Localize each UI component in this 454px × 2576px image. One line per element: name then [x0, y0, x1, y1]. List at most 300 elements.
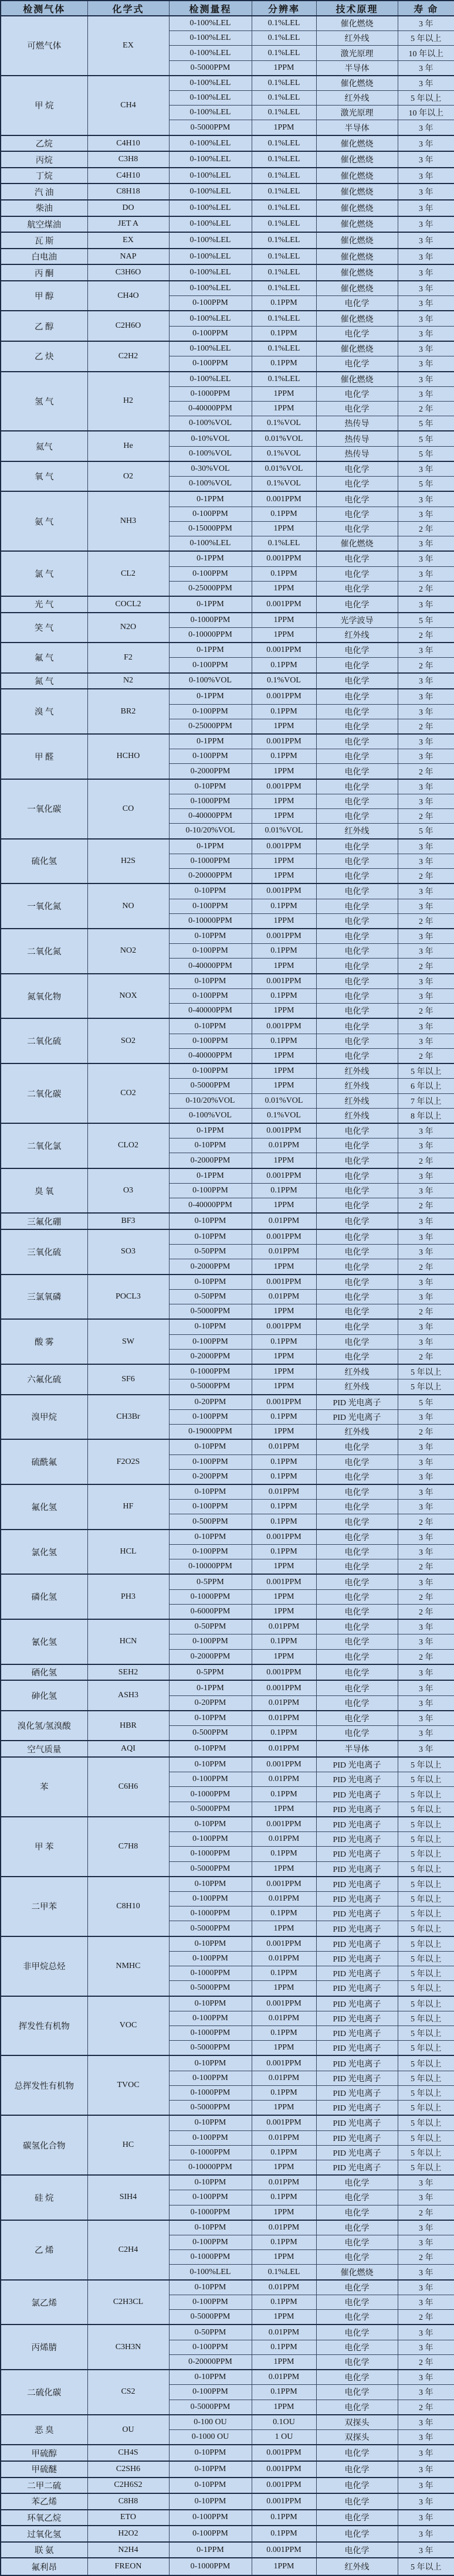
formula-cell: C4H10 [87, 135, 169, 152]
principle-cell: 双探头 [316, 2430, 398, 2445]
lifespan-cell: 5 年 [398, 824, 454, 839]
range-cell: 0-100%LEL [169, 31, 252, 46]
principle-cell: PID 光电离子 [316, 1951, 398, 1966]
table-row [1, 779, 454, 794]
resolution-cell: 0.001PPM [252, 596, 316, 613]
formula-cell: C2H4 [87, 2220, 169, 2280]
resolution-cell: 0.1PPM [252, 1454, 316, 1469]
gas-name-cell: 丙 酮 [1, 264, 87, 281]
range-cell: 0-100%LEL [169, 183, 252, 200]
range-cell: 0-10PPM [169, 2220, 252, 2235]
range-cell: 0-100PPM [169, 2130, 252, 2145]
gas-name-cell: 氰化氢 [1, 1619, 87, 1664]
header-gas: 检测气体 [1, 1, 87, 16]
principle-cell: PID 光电离子 [316, 1921, 398, 1936]
lifespan-cell: 3 年 [398, 507, 454, 521]
range-cell: 0-1000 OU [169, 2430, 252, 2445]
table-row [1, 1018, 454, 1034]
principle-cell: 电化学 [316, 326, 398, 341]
principle-cell: PID 光电离子 [316, 1802, 398, 1817]
resolution-cell: 0.1PPM [252, 1726, 316, 1741]
range-cell: 0-2000PPM [169, 1259, 252, 1275]
resolution-cell: 1PPM [252, 913, 316, 929]
range-cell: 0-10PPM [169, 2115, 252, 2130]
lifespan-cell: 3 年 [398, 2265, 454, 2280]
resolution-cell: 0.1%LEL [252, 264, 316, 281]
range-cell: 0-100PPM [169, 658, 252, 673]
lifespan-cell: 3 年 [398, 689, 454, 704]
principle-cell: 半导体 [316, 1741, 398, 1757]
principle-cell: 红外线 [316, 1379, 398, 1395]
gas-name-cell: 航空煤油 [1, 216, 87, 233]
table-row [1, 1680, 454, 1695]
lifespan-cell: 5 年以上 [398, 2041, 454, 2056]
resolution-cell: 0.001PPM [252, 1018, 316, 1034]
range-cell: 0-100PPM [169, 2071, 252, 2085]
range-cell: 0-10PPM [169, 1319, 252, 1334]
table-row [1, 2055, 454, 2071]
range-cell: 0-1PPM [169, 1168, 252, 1184]
range-cell: 0-50PPM [169, 1619, 252, 1634]
resolution-cell: 0.1PPM [252, 356, 316, 372]
principle-cell: 电化学 [316, 2526, 398, 2542]
gas-name-cell: 溴 气 [1, 689, 87, 734]
principle-cell: 催化燃烧 [316, 76, 398, 91]
principle-cell: 催化燃烧 [316, 536, 398, 552]
lifespan-cell: 3 年 [398, 944, 454, 959]
range-cell: 0-2000PPM [169, 1349, 252, 1364]
principle-cell: 电化学 [316, 734, 398, 749]
range-cell: 0-100PPM [169, 1409, 252, 1424]
range-cell: 0-100PPM [169, 296, 252, 311]
gas-name-cell: 乙烷 [1, 135, 87, 152]
principle-cell: 红外线 [316, 1364, 398, 1379]
gas-name-cell: 氮氧化物 [1, 974, 87, 1019]
lifespan-cell: 3 年 [398, 794, 454, 808]
lifespan-cell: 5 年 [398, 446, 454, 461]
principle-cell: 电化学 [316, 1454, 398, 1469]
range-cell: 0-100PPM [169, 2011, 252, 2026]
lifespan-cell: 2 年 [398, 1559, 454, 1575]
range-cell: 0-500PPM [169, 1726, 252, 1741]
range-cell: 0-1000PPM [169, 794, 252, 808]
lifespan-cell: 5 年以上 [398, 2055, 454, 2071]
lifespan-cell: 5 年以上 [398, 31, 454, 46]
resolution-cell: 0.001PPM [252, 1680, 316, 1695]
principle-cell: 催化燃烧 [316, 232, 398, 249]
table-row [1, 216, 454, 233]
lifespan-cell: 3 年 [398, 1123, 454, 1139]
resolution-cell: 0.01PPM [252, 1439, 316, 1454]
resolution-cell: 0.01PPM [252, 1619, 316, 1634]
range-cell: 0-20000PPM [169, 869, 252, 884]
principle-cell: PID 光电离子 [316, 1832, 398, 1847]
range-cell: 0-5000PPM [169, 1861, 252, 1877]
resolution-cell: 1PPM [252, 60, 316, 76]
principle-cell: 电化学 [316, 2295, 398, 2309]
resolution-cell: 0.001PPM [252, 1395, 316, 1410]
principle-cell: 电化学 [316, 1168, 398, 1184]
range-cell: 0-20PPM [169, 1695, 252, 1711]
lifespan-cell: 3 年 [398, 2235, 454, 2250]
resolution-cell: 0.01PPM [252, 2130, 316, 2145]
principle-cell: 催化燃烧 [316, 372, 398, 387]
principle-cell: 红外线 [316, 824, 398, 839]
range-cell: 0-100PPM [169, 1183, 252, 1198]
principle-cell: 电化学 [316, 1198, 398, 1214]
gas-name-cell: 总挥发性有机物 [1, 2055, 87, 2115]
lifespan-cell: 2 年 [398, 401, 454, 416]
principle-cell: 电化学 [316, 2478, 398, 2494]
resolution-cell: 0.1%LEL [252, 232, 316, 249]
table-row [1, 929, 454, 944]
range-cell: 0-100PPM [169, 1063, 252, 1079]
resolution-cell: 0.01%VOL [252, 1093, 316, 1108]
range-cell: 0-1000PPM [169, 613, 252, 628]
gas-name-cell: 硫酰氟 [1, 1439, 87, 1484]
lifespan-cell: 3 年 [398, 2478, 454, 2494]
lifespan-cell: 3 年 [398, 1544, 454, 1559]
principle-cell: 电化学 [316, 1319, 398, 1334]
formula-cell: NO [87, 883, 169, 929]
range-cell: 0-10PPM [169, 2370, 252, 2385]
formula-cell: CH3Br [87, 1395, 169, 1440]
lifespan-cell: 3 年 [398, 1530, 454, 1545]
formula-cell: HCHO [87, 734, 169, 779]
lifespan-cell: 2 年 [398, 1259, 454, 1275]
resolution-cell: 0.01PPM [252, 1951, 316, 1966]
formula-cell: VOC [87, 1996, 169, 2056]
resolution-cell: 0.1%LEL [252, 216, 316, 233]
lifespan-cell: 2 年 [398, 581, 454, 596]
formula-cell: BF3 [87, 1213, 169, 1229]
range-cell: 0-100%LEL [169, 200, 252, 216]
table-row [1, 1741, 454, 1757]
range-cell: 0-5000PPM [169, 1981, 252, 1996]
resolution-cell: 0.1%VOL [252, 477, 316, 492]
principle-cell: 催化燃烧 [316, 135, 398, 152]
lifespan-cell: 2 年 [398, 1514, 454, 1530]
principle-cell: 电化学 [316, 491, 398, 507]
range-cell: 0-100PPM [169, 2526, 252, 2542]
range-cell: 0-1000PPM [169, 1589, 252, 1604]
resolution-cell: 1PPM [252, 1259, 316, 1275]
range-cell: 0-40000PPM [169, 1004, 252, 1019]
gas-name-cell: 氟利昂 [1, 2558, 87, 2575]
principle-cell: 电化学 [316, 1334, 398, 1349]
range-cell: 0-5000PPM [169, 1921, 252, 1936]
resolution-cell: 0.001PPM [252, 1168, 316, 1184]
range-cell: 0-100PPM [169, 1634, 252, 1649]
gas-name-cell: 硫化氢 [1, 839, 87, 884]
resolution-cell: 1PPM [252, 1589, 316, 1604]
principle-cell: 催化燃烧 [316, 311, 398, 326]
table-row [1, 2478, 454, 2494]
lifespan-cell: 3 年 [398, 356, 454, 372]
range-cell: 0-100PPM [169, 899, 252, 913]
formula-cell: ETO [87, 2510, 169, 2526]
range-cell: 0-6000PPM [169, 1604, 252, 1619]
gas-name-cell: 甲 苯 [1, 1817, 87, 1877]
formula-cell: SW [87, 1319, 169, 1364]
lifespan-cell: 5 年以上 [398, 91, 454, 106]
principle-cell: 催化燃烧 [316, 2265, 398, 2280]
principle-cell: 电化学 [316, 1574, 398, 1589]
lifespan-cell: 5 年以上 [398, 1832, 454, 1847]
table-row [1, 1319, 454, 1334]
resolution-cell: 0.1%LEL [252, 311, 316, 326]
resolution-cell: 0.01PPM [252, 1695, 316, 1711]
principle-cell: PID 光电离子 [316, 1847, 398, 1861]
formula-cell: EX [87, 16, 169, 76]
lifespan-cell: 3 年 [398, 264, 454, 281]
principle-cell: PID 光电离子 [316, 1936, 398, 1952]
table-row [1, 135, 454, 152]
resolution-cell: 0.001PPM [252, 551, 316, 566]
gas-name-cell: 甲 醇 [1, 281, 87, 311]
formula-cell: HCL [87, 1530, 169, 1575]
formula-cell: SEH2 [87, 1664, 169, 1681]
resolution-cell: 0.001PPM [252, 2493, 316, 2510]
principle-cell: PID 光电离子 [316, 1892, 398, 1906]
formula-cell: C7H8 [87, 1817, 169, 1877]
resolution-cell: 1PPM [252, 613, 316, 628]
resolution-cell: 0.001PPM [252, 2461, 316, 2478]
lifespan-cell: 3 年 [398, 899, 454, 913]
principle-cell: 电化学 [316, 913, 398, 929]
formula-cell: CH4 [87, 76, 169, 135]
lifespan-cell: 3 年 [398, 1229, 454, 1245]
lifespan-cell: 3 年 [398, 596, 454, 613]
lifespan-cell: 5 年以上 [398, 2026, 454, 2040]
resolution-cell: 1PPM [252, 854, 316, 868]
range-cell: 0-100PPM [169, 1034, 252, 1048]
range-cell: 0-100PPM [169, 2295, 252, 2309]
principle-cell: 电化学 [316, 2461, 398, 2478]
principle-cell: PID 光电离子 [316, 2011, 398, 2026]
lifespan-cell: 3 年 [398, 1500, 454, 1514]
lifespan-cell: 3 年 [398, 1034, 454, 1048]
lifespan-cell: 3 年 [398, 974, 454, 989]
resolution-cell: 1PPM [252, 959, 316, 974]
gas-name-cell: 二甲二硫 [1, 2478, 87, 2494]
gas-name-cell: 苯乙烯 [1, 2493, 87, 2510]
principle-cell: 电化学 [316, 959, 398, 974]
range-cell: 0-1PPM [169, 643, 252, 658]
formula-cell: C3H3N [87, 2324, 169, 2370]
resolution-cell: 0.1%VOL [252, 416, 316, 431]
resolution-cell: 0.1PPM [252, 1334, 316, 1349]
principle-cell: 电化学 [316, 2310, 398, 2325]
lifespan-cell: 5 年以上 [398, 1364, 454, 1379]
principle-cell: PID 光电离子 [316, 1409, 398, 1424]
range-cell: 0-25000PPM [169, 581, 252, 596]
lifespan-cell: 3 年 [398, 76, 454, 91]
range-cell: 0-100%LEL [169, 372, 252, 387]
range-cell: 0-50PPM [169, 1245, 252, 1259]
table-row [1, 311, 454, 326]
resolution-cell: 0.1%LEL [252, 76, 316, 91]
range-cell: 0-1000PPM [169, 2558, 252, 2575]
lifespan-cell: 2 年 [398, 1304, 454, 1320]
range-cell: 0-100PPM [169, 1454, 252, 1469]
principle-cell: 电化学 [316, 809, 398, 824]
range-cell: 0-10PPM [169, 1530, 252, 1545]
principle-cell: 电化学 [316, 854, 398, 868]
principle-cell: PID 光电离子 [316, 1966, 398, 1981]
lifespan-cell: 10 年以上 [398, 46, 454, 60]
lifespan-cell: 3 年 [398, 2190, 454, 2205]
range-cell: 0-100PPM [169, 326, 252, 341]
principle-cell: 电化学 [316, 643, 398, 658]
table-row [1, 1711, 454, 1726]
resolution-cell: 0.1OU [252, 2415, 316, 2430]
lifespan-cell: 8 年以上 [398, 1108, 454, 1123]
principle-cell: 催化燃烧 [316, 168, 398, 184]
range-cell: 0-1PPM [169, 491, 252, 507]
lifespan-cell: 3 年 [398, 2370, 454, 2385]
resolution-cell: 1PPM [252, 1802, 316, 1817]
formula-cell: NH3 [87, 491, 169, 551]
lifespan-cell: 5 年 [398, 1395, 454, 1410]
lifespan-cell: 5 年以上 [398, 2085, 454, 2100]
table-row [1, 1817, 454, 1832]
range-cell: 0-40000PPM [169, 401, 252, 416]
gas-name-cell: 氧 气 [1, 461, 87, 492]
principle-cell: 电化学 [316, 1711, 398, 1726]
lifespan-cell: 5 年 [398, 431, 454, 446]
formula-cell: HF [87, 1484, 169, 1530]
resolution-cell: 0.1PPM [252, 566, 316, 581]
gas-name-cell: 挥发性有机物 [1, 1996, 87, 2056]
resolution-cell: 0.001PPM [252, 2115, 316, 2130]
lifespan-cell: 3 年 [398, 1680, 454, 1695]
resolution-cell: 0.1PPM [252, 326, 316, 341]
range-cell: 0-10PPM [169, 2280, 252, 2295]
resolution-cell: 1PPM [252, 764, 316, 779]
lifespan-cell: 3 年 [398, 566, 454, 581]
table-row [1, 2220, 454, 2235]
formula-cell: DO [87, 200, 169, 216]
resolution-cell: 0.001PPM [252, 1877, 316, 1892]
principle-cell: 电化学 [316, 2400, 398, 2415]
principle-cell: 电化学 [316, 869, 398, 884]
principle-cell: 电化学 [316, 521, 398, 536]
resolution-cell: 1PPM [252, 1921, 316, 1936]
principle-cell: 电化学 [316, 1589, 398, 1604]
gas-name-cell: 甲硫醚 [1, 2461, 87, 2478]
principle-cell: 催化燃烧 [316, 249, 398, 265]
formula-cell: EX [87, 232, 169, 249]
lifespan-cell: 3 年 [398, 2526, 454, 2542]
lifespan-cell: 5 年以上 [398, 1817, 454, 1832]
lifespan-cell: 5 年以上 [398, 2145, 454, 2160]
range-cell: 0-10PPM [169, 1757, 252, 1772]
principle-cell: 红外线 [316, 1079, 398, 1093]
principle-cell: PID 光电离子 [316, 2145, 398, 2160]
range-cell: 0-10PPM [169, 1741, 252, 1757]
range-cell: 0-10PPM [169, 1996, 252, 2011]
resolution-cell: 1PPM [252, 1153, 316, 1168]
header-range: 检测量程 [169, 1, 252, 16]
range-cell: 0-100%LEL [169, 264, 252, 281]
range-cell: 0-10PPM [169, 779, 252, 794]
resolution-cell: 0.1%LEL [252, 46, 316, 60]
lifespan-cell: 5 年以上 [398, 1063, 454, 1079]
principle-cell: 电化学 [316, 779, 398, 794]
lifespan-cell: 3 年 [398, 2510, 454, 2526]
range-cell: 0-10PPM [169, 1213, 252, 1229]
principle-cell: 电化学 [316, 944, 398, 959]
gas-name-cell: 汽 油 [1, 183, 87, 200]
resolution-cell: 0.001PPM [252, 491, 316, 507]
resolution-cell: 1PPM [252, 1048, 316, 1063]
resolution-cell: 0.1PPM [252, 944, 316, 959]
lifespan-cell: 2 年 [398, 1649, 454, 1664]
principle-cell: 电化学 [316, 2493, 398, 2510]
range-cell: 0-100%LEL [169, 106, 252, 120]
lifespan-cell: 5 年以上 [398, 1772, 454, 1787]
formula-cell: N2 [87, 673, 169, 689]
resolution-cell: 1PPM [252, 1304, 316, 1320]
range-cell: 0-10PPM [169, 1711, 252, 1726]
lifespan-cell: 5 年以上 [398, 1847, 454, 1861]
resolution-cell: 0.01PPM [252, 1711, 316, 1726]
header-lifespan: 寿 命 [398, 1, 454, 16]
lifespan-cell: 3 年 [398, 1409, 454, 1424]
principle-cell: 电化学 [316, 794, 398, 808]
range-cell: 0-100PPM [169, 1951, 252, 1966]
table-row [1, 596, 454, 613]
range-cell: 0-100%LEL [169, 311, 252, 326]
lifespan-cell: 2 年 [398, 1349, 454, 1364]
resolution-cell: 0.1%LEL [252, 200, 316, 216]
gas-name-cell: 氦气 [1, 431, 87, 461]
principle-cell: 电化学 [316, 839, 398, 854]
principle-cell: 电化学 [316, 566, 398, 581]
resolution-cell: 0.1PPM [252, 2085, 316, 2100]
range-cell: 0-10/20%VOL [169, 1093, 252, 1108]
range-cell: 0-1PPM [169, 551, 252, 566]
resolution-cell: 0.1%LEL [252, 91, 316, 106]
resolution-cell: 1PPM [252, 1198, 316, 1214]
range-cell: 0-5000PPM [169, 1079, 252, 1093]
gas-name-cell: 氯化氢 [1, 1530, 87, 1575]
table-row [1, 151, 454, 168]
lifespan-cell: 2 年 [398, 1198, 454, 1214]
range-cell: 0-100PPM [169, 1500, 252, 1514]
resolution-cell: 0.1%LEL [252, 372, 316, 387]
principle-cell: 电化学 [316, 2354, 398, 2370]
resolution-cell: 0.001PPM [252, 929, 316, 944]
lifespan-cell: 3 年 [398, 372, 454, 387]
table-row [1, 168, 454, 184]
range-cell: 0-10PPM [169, 2461, 252, 2478]
lifespan-cell: 3 年 [398, 2340, 454, 2354]
resolution-cell: 0.01PPM [252, 1289, 316, 1304]
formula-cell: C8H18 [87, 183, 169, 200]
gas-name-cell: 溴化氢/氢溴酸 [1, 1711, 87, 1741]
table-row [1, 1530, 454, 1545]
resolution-cell: 0.1PPM [252, 2235, 316, 2250]
formula-cell: H2O2 [87, 2526, 169, 2542]
principle-cell: 电化学 [316, 2370, 398, 2385]
formula-cell: NOX [87, 974, 169, 1019]
resolution-cell: 0.1PPM [252, 1847, 316, 1861]
range-cell: 0-10000PPM [169, 627, 252, 643]
lifespan-cell: 5 年以上 [398, 1951, 454, 1966]
resolution-cell: 0.01PPM [252, 2324, 316, 2340]
